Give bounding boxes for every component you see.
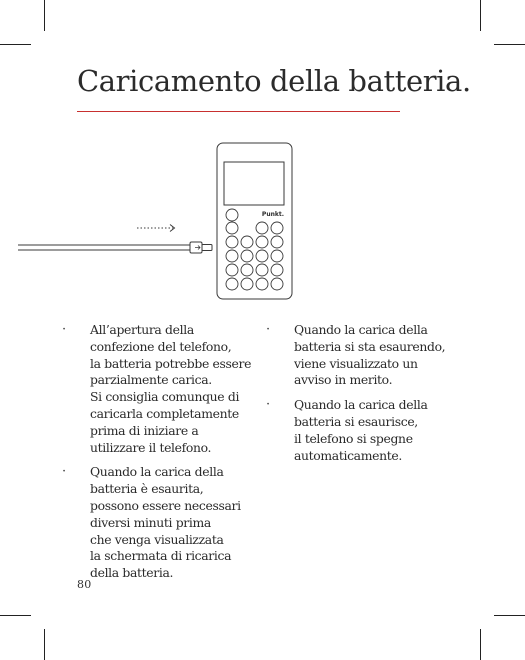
list-item — [62, 322, 252, 456]
crop-mark — [0, 44, 31, 45]
phone-key — [226, 264, 238, 276]
list-item — [266, 397, 451, 464]
text-line: avviso in merito. — [294, 372, 393, 388]
phone-key — [241, 278, 253, 290]
right-column — [266, 322, 451, 472]
list-item — [266, 322, 451, 389]
crop-mark — [44, 629, 45, 660]
text-line: Quando la carica della — [294, 322, 428, 337]
text-line: viene visualizzato un — [294, 355, 418, 371]
phone-key — [241, 236, 253, 248]
usb-plug-tip — [202, 245, 212, 251]
phone-key — [241, 250, 253, 262]
page-number: 80 — [77, 578, 92, 591]
bullet-mark: · — [62, 322, 67, 337]
title-rule — [77, 111, 400, 112]
phone-key — [256, 222, 268, 234]
crop-mark — [0, 615, 31, 616]
phone-key — [256, 278, 268, 290]
crop-mark — [494, 615, 525, 616]
phone-key — [241, 264, 253, 276]
page-title: Caricamento della batteria. — [77, 64, 471, 98]
crop-mark — [494, 44, 525, 45]
phone-key — [256, 250, 268, 262]
text-line: Si consiglia comunque di — [90, 389, 240, 405]
text-line: confezione del telefono, — [90, 338, 232, 354]
bullet-mark: · — [62, 464, 67, 480]
phone-key — [271, 250, 283, 262]
text-line: All’apertura della — [90, 322, 194, 337]
phone-key — [256, 264, 268, 276]
text-line: la batteria potrebbe essere — [90, 355, 252, 371]
crop-mark — [480, 629, 481, 660]
text-line: parzialmente carica. — [90, 372, 212, 388]
text-line: Quando la carica della — [90, 464, 224, 480]
phone-screen — [224, 162, 284, 205]
phone-key — [271, 264, 283, 276]
bullet-mark: · — [266, 322, 271, 337]
text-line: della batteria. — [90, 565, 174, 581]
text-line: possono essere necessari — [90, 497, 241, 513]
phone-brand-label: Punkt. — [261, 211, 284, 218]
crop-mark — [480, 0, 481, 31]
phone-key — [226, 222, 238, 234]
phone-key — [226, 209, 238, 221]
text-line: batteria si sta esaurendo, — [294, 338, 446, 354]
phone-key — [271, 278, 283, 290]
text-line: il telefono si spegne — [294, 430, 413, 446]
text-line: Quando la carica della — [294, 397, 428, 413]
phone-key — [271, 222, 283, 234]
text-line: che venga visualizzata — [90, 531, 224, 547]
phone-key — [226, 250, 238, 262]
left-column — [62, 322, 252, 590]
text-line: batteria è esaurita, — [90, 481, 204, 497]
phone-key — [271, 236, 283, 248]
crop-mark — [44, 0, 45, 31]
bullet-mark: · — [266, 397, 271, 413]
text-line: batteria si esaurisce, — [294, 413, 418, 429]
text-line: diversi minuti prima — [90, 514, 211, 530]
list-item — [62, 464, 247, 582]
text-line: la schermata di ricarica — [90, 548, 232, 564]
text-line: automaticamente. — [294, 447, 402, 463]
text-line: utilizzare il telefono. — [90, 439, 212, 455]
charging-illustration — [0, 130, 525, 305]
phone-key — [226, 236, 238, 248]
text-line: prima di iniziare a — [90, 422, 199, 438]
phone-key — [256, 236, 268, 248]
text-line: caricarla completamente — [90, 405, 239, 421]
phone-key — [226, 278, 238, 290]
